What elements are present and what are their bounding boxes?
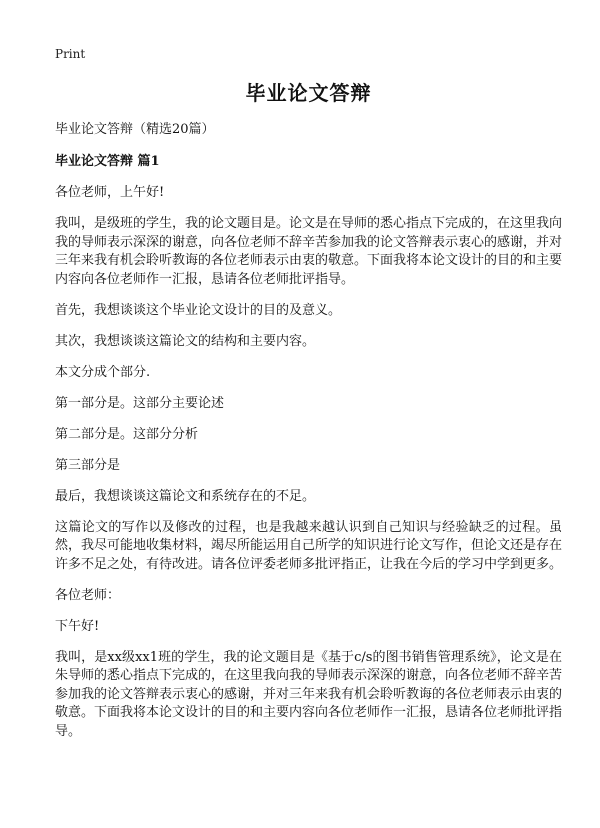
greeting-morning: 各位老师，上午好! bbox=[55, 185, 165, 200]
part-one-paragraph: 第一部分是。这部分主要论述 bbox=[55, 395, 225, 411]
structure-paragraph: 其次，我想谈谈这篇论文的结构和主要内容。 bbox=[55, 333, 316, 349]
parts-paragraph: 本文分成个部分. bbox=[55, 364, 151, 380]
intro-paragraph: 我叫，是级班的学生，我的论文题目是。论文是在导师的悉心指点下完成的，在这里我向我的导师表示深深的谢意，向各位老师不辞辛苦参加我的论文答辩表示衷心的感谢，并对三年来我有机会聆听教诲的各位老师表示由衷的敬意。下面我将本论文设计的目的和主要内容向各位老师作一汇报，恳请各位老师批评指导。 bbox=[55, 216, 563, 287]
reflection-paragraph: 这篇论文的写作以及修改的过程，也是我越来越认识到自己知识与经验缺乏的过程。虽然，我尽可能地收集材料，竭尽所能运用自己所学的知识进行论文写作，但论文还是存在许多不足之处，有待改进。请各位评委老师多批评指正，让我在今后的学习中学到更多。 bbox=[55, 519, 563, 572]
salutation: 各位老师： bbox=[55, 587, 121, 603]
second-intro-paragraph: 我叫，是xx级xx1班的学生，我的论文题目是《基于c/s的图书销售管理系统》，论文是在朱导师的悉心指点下完成的，在这里我向我的导师表示深深的谢意，向各位老师不辞辛苦参加我的论文答辩表示衷心的感谢，并对三年来我有机会聆听教诲的各位老师表示由衷的敬意。下面我将本论文设计的目的和主要内容向各位老师作一汇报，恳请各位老师批评指导。 bbox=[55, 649, 563, 739]
purpose-paragraph: 首先，我想谈谈这个毕业论文设计的目的及意义。 bbox=[55, 302, 342, 318]
part-three-paragraph: 第三部分是 bbox=[55, 457, 121, 473]
document-title: 毕业论文答辩 bbox=[245, 81, 372, 105]
greeting-afternoon: 下午好! bbox=[55, 618, 100, 634]
section-heading: 毕业论文答辩 篇1 bbox=[55, 154, 160, 169]
print-label: Print bbox=[55, 47, 86, 61]
shortcomings-paragraph: 最后，我想谈谈这篇论文和系统存在的不足。 bbox=[55, 488, 316, 504]
document-subtitle: 毕业论文答辩（精选20篇） bbox=[55, 122, 215, 137]
part-two-paragraph: 第二部分是。这部分分析 bbox=[55, 426, 199, 442]
